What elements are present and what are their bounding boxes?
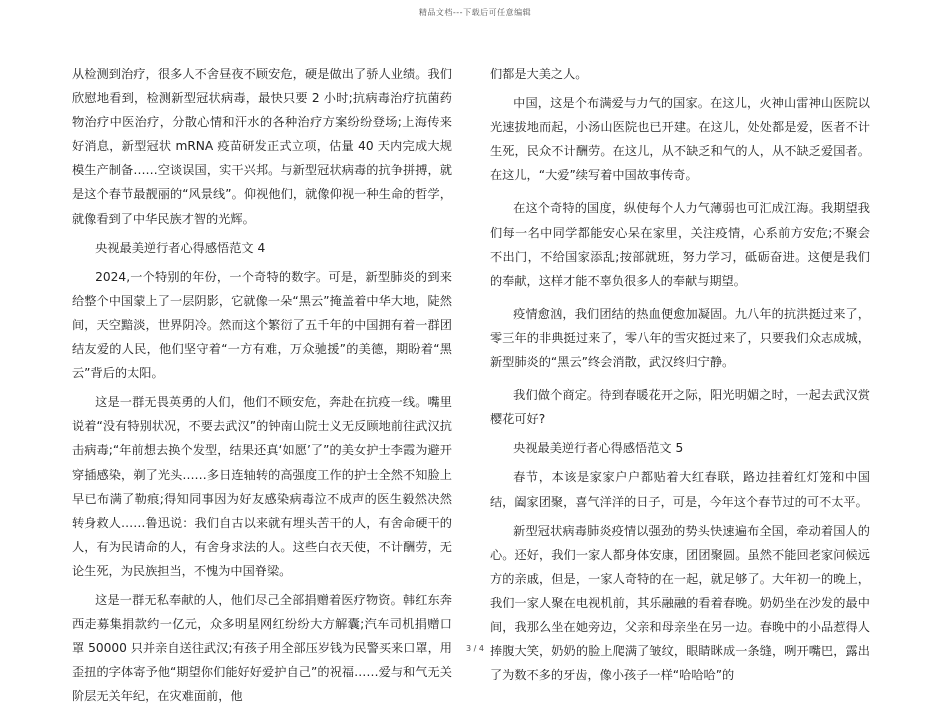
paragraph: 我们做个商定。待到春暖花开之际，阳光明媚之时，一起去武汉赏樱花可好? xyxy=(490,388,870,427)
page-header: 精品文档---下载后可任意编辑 xyxy=(418,8,532,17)
paragraph: 这是一群无私奉献的人，他们尽己全部捐赠着医疗物资。韩红东奔西走募集捐款约一亿元，众多明星网红纷纷大方解囊;汽车司机捐赠口罩 50000 只并亲自送往武汉;有孩子用全部压岁钱为民警买来口罩，用歪扭的字体寄予他“期望你们能好好爱护自己”的祝福……爱与和气无关阶层无关年纪，在灾难面前，他 xyxy=(72,592,452,704)
section-heading: 央视最美逆行者心得感悟范文 5 xyxy=(513,441,684,456)
paragraph: 这是一群无畏英勇的人们，他们不顾安危，奔赴在抗疫一线。嘴里说着“没有特别状况，不要去武汉”的钟南山院士义无反顾地前往武汉抗击病毒;“年前想去换个发型，结果还真‘如愿’了”的美女护士李霞为避开穿插感染，剃了光头……多日连轴转的高强度工作的护士全然不知脸上早已布满了勒痕;得知同事因为好友感染病毒泣不成声的医生毅然决然转身救人……鲁迅说：我们自古以来就有埋头苦干的人，有舍命硬干的人，有为民请命的人，有舍身求法的人。这些白衣天使，不计酬劳，无论生死，为民族担当，不愧为中国脊梁。 xyxy=(72,395,452,578)
paragraph: 从检测到治疗，很多人不舍昼夜不顾安危，硬是做出了骄人业绩。我们欣慰地看到，检测新型冠状病毒，最快只要 2 小时;抗病毒治疗抗菌药物治疗中医治疗，分散心情和汗水的各种治疗方案纷纷登场;上海传来好消息，新型冠状 mRNA 疫苗研发正式立项，估量 40 天内完成大规模生产制备……空谈误国，实干兴邦。与新型冠状病毒的抗争拼搏，就是这个春节最靓丽的“风景线”。仰视他们，就像仰视一种生命的哲学，就像看到了中华民族才智的光辉。 xyxy=(72,67,452,226)
paragraph: 在这个奇特的国度，纵使每个人力气薄弱也可汇成江海。我期望我们每一名中同学都能安心呆在家里，关注疫情，心系前方安危;不聚会不出门，不给国家添乱;按部就班，努力学习，砥砺奋进。这便是我们的奉献，这样才能不辜负很多人的奉献与期望。 xyxy=(490,201,870,288)
paragraph: 们都是大美之人。 xyxy=(490,67,588,81)
paragraph: 2024,一个特别的年份，一个奇特的数字。可是，新型肺炎的到来给整个中国蒙上了一层阴影，它就像一朵“黑云”掩盖着中华大地，陡然间，天空黯淡，世界阴冷。然而这个繁衍了五千年的中国拥有着一群团结友爱的人民，他们坚守着“一方有难，万众驰援”的美德，期盼着“黑云”背后的太阳。 xyxy=(72,269,452,381)
paragraph: 春节，本该是家家户户都贴着大红春联，路边挂着红灯笼和中国结，阖家团聚，喜气洋洋的日子，可是，今年这个春节过的可不太平。 xyxy=(490,470,870,509)
paragraph: 新型冠状病毒肺炎疫情以强劲的势头快速遍布全国，牵动着国人的心。还好，我们一家人都身体安康，团团聚圆。虽然不能回老家问候远方的亲戚，但是，一家人奇特的在一起，就足够了。大年初一的晚上，我们一家人聚在电视机前，其乐融融的看着春晚。奶奶坐在沙发的最中间，我那么坐在她旁边，父亲和母亲坐在另一边。春晚中的小品惹得人捧腹大笑，奶奶的脸上爬满了皱纹，眼睛眯成一条缝，咧开嘴巴，露出了为数不多的牙齿，像小孩子一样“哈哈哈”的 xyxy=(490,523,870,683)
left-column xyxy=(72,62,452,713)
page-number: 3 / 4 xyxy=(466,644,484,653)
paragraph: 疫情愈汹，我们团结的热血便愈加凝固。九八年的抗洪挺过来了，零三年的非典挺过来了，零八年的雪灾挺过来了，只要我们众志成城，新型肺炎的“黑云”终会消散，武汉终归宁静。 xyxy=(490,306,870,370)
paragraph: 中国，这是个布满爱与力气的国家。在这儿，火神山雷神山医院以光速拔地而起，小汤山医院也已开建。在这儿，处处都是爱，医者不计生死，民众不计酬劳。在这儿，从不缺乏和气的人，从不缺乏爱国者。在这儿，“大爱”续写着中国故事传奇。 xyxy=(490,96,870,183)
section-heading: 央视最美逆行者心得感悟范文 4 xyxy=(95,240,266,255)
right-column xyxy=(490,62,870,692)
